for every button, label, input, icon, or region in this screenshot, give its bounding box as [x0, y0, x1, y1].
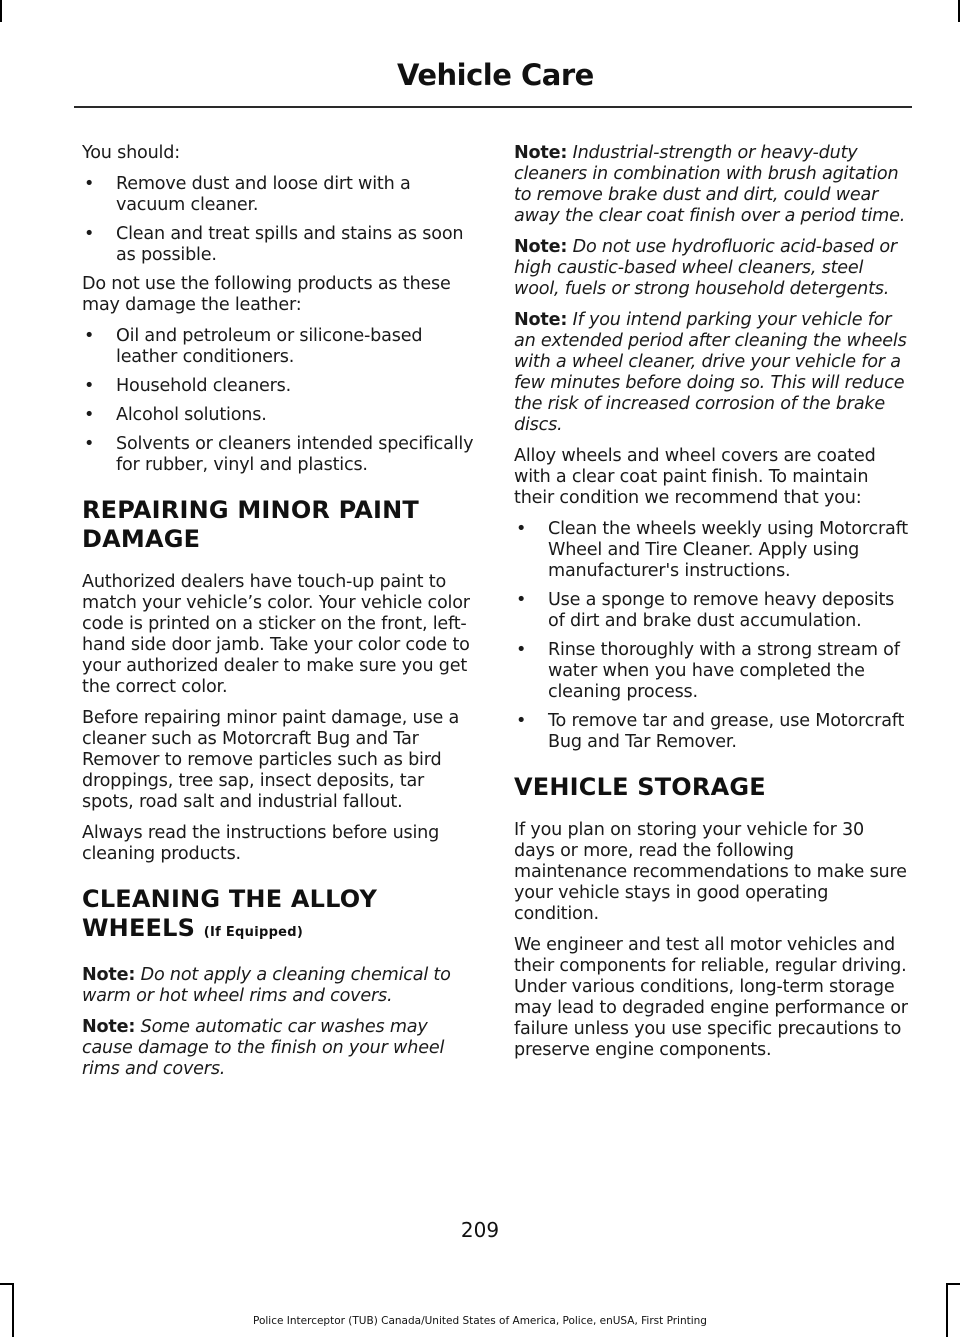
list-item: • Remove dust and loose dirt with a vacuum cleaner. — [84, 174, 411, 215]
left-column — [82, 143, 476, 1090]
heading-paint-damage: REPAIRING MINOR PAINT DAMAGE — [82, 496, 420, 553]
bullet: • — [84, 326, 95, 346]
list-item: • Solvents or cleaners intended specifically for rubber, vinyl and plastics. — [84, 434, 474, 475]
leather-warning-paragraph: Do not use the following products as these may damage the leather: — [82, 274, 451, 315]
bullet: • — [516, 640, 527, 660]
list-item: • To remove tar and grease, use Motorcraft Bug and Tar Remover. — [516, 711, 905, 752]
right-column — [514, 143, 908, 1071]
list-item: • Rinse thoroughly with a strong stream of water when you have completed the cleaning process. — [516, 640, 900, 702]
paint-paragraph-1: Authorized dealers have touch-up paint to match your vehicle’s color. Your vehicle color code is printed on a sticker on the front, left-hand side door jamb. Take your color code to your authorized dealer to make sure you get the correct color. — [82, 572, 470, 697]
footer-text: Police Interceptor (TUB) Canada/United States of America, Police, enUSA, First Printing — [253, 1315, 707, 1327]
note-4: Note: Do not use hydrofluoric acid-based or high caustic-based wheel cleaners, steel wool, fuels or strong household detergents. — [514, 237, 897, 299]
alloy-paragraph: Alloy wheels and wheel covers are coated with a clear coat paint finish. To maintain their condition we recommend that you: — [514, 446, 876, 508]
storage-paragraph-1: If you plan on storing your vehicle for 30 days or more, read the following maintenance recommendations to make sure your vehicle stays in good operating condition. — [514, 820, 907, 924]
bullet: • — [516, 590, 527, 610]
note-5: Note: If you intend parking your vehicle for an extended period after cleaning the wheels with a wheel cleaner, drive your vehicle for a few minutes before doing so. This will reduce the risk of increased corrosion of the brake discs. — [514, 310, 907, 435]
bullet: • — [84, 174, 95, 194]
list-item: • Oil and petroleum or silicone-based leather conditioners. — [84, 326, 423, 367]
crop-mark — [946, 1283, 960, 1285]
crop-mark — [946, 1283, 948, 1337]
heading-alloy-wheels: CLEANING THE ALLOY WHEELS (If Equipped) — [82, 885, 378, 942]
paint-paragraph-3: Always read the instructions before using cleaning products. — [82, 823, 440, 864]
care-list — [82, 174, 476, 266]
list-item: • Clean the wheels weekly using Motorcraft Wheel and Tire Cleaner. Apply using manufacturer's instructions. — [516, 519, 908, 581]
bullet: • — [84, 224, 95, 244]
intro-paragraph: You should: — [82, 143, 180, 163]
crop-mark — [12, 1283, 14, 1337]
list-item: • Clean and treat spills and stains as soon as possible. — [84, 224, 464, 265]
bullet: • — [84, 434, 95, 454]
bullet: • — [516, 519, 527, 539]
header-divider — [74, 106, 912, 108]
note-1: Note: Do not apply a cleaning chemical to warm or hot wheel rims and covers. — [82, 965, 451, 1006]
wheel-care-list — [514, 519, 908, 753]
paint-paragraph-2: Before repairing minor paint damage, use a cleaner such as Motorcraft Bug and Tar Remover to remove particles such as bird droppings, tree sap, insect deposits, tar spots, road salt and industrial fallout. — [82, 708, 460, 812]
list-item: • Household cleaners. — [84, 376, 292, 396]
list-item: • Use a sponge to remove heavy deposits of dirt and brake dust accumulation. — [516, 590, 895, 631]
crop-mark — [0, 0, 2, 22]
note-2: Note: Some automatic car washes may cause damage to the finish on your wheel rims and covers. — [82, 1017, 445, 1079]
storage-paragraph-2: We engineer and test all motor vehicles and their components for reliable, regular driving. Under various conditions, long-term storage may lead to degraded engine performance or failure unless you use specific precautions to preserve engine components. — [514, 935, 908, 1060]
bullet: • — [84, 376, 95, 396]
section-title: Vehicle Care — [397, 58, 594, 92]
avoid-products-list — [82, 326, 476, 476]
crop-mark — [0, 1283, 14, 1285]
bullet: • — [516, 711, 527, 731]
bullet: • — [84, 405, 95, 425]
page-number: 209 — [460, 1218, 500, 1242]
heading-vehicle-storage: VEHICLE STORAGE — [514, 773, 766, 801]
note-3: Note: Industrial-strength or heavy-duty cleaners in combination with brush agitation to remove brake dust and dirt, could wear away the clear coat finish over a period time. — [514, 143, 906, 226]
heading-qualifier: (If Equipped) — [203, 925, 304, 940]
list-item: • Alcohol solutions. — [84, 405, 267, 425]
